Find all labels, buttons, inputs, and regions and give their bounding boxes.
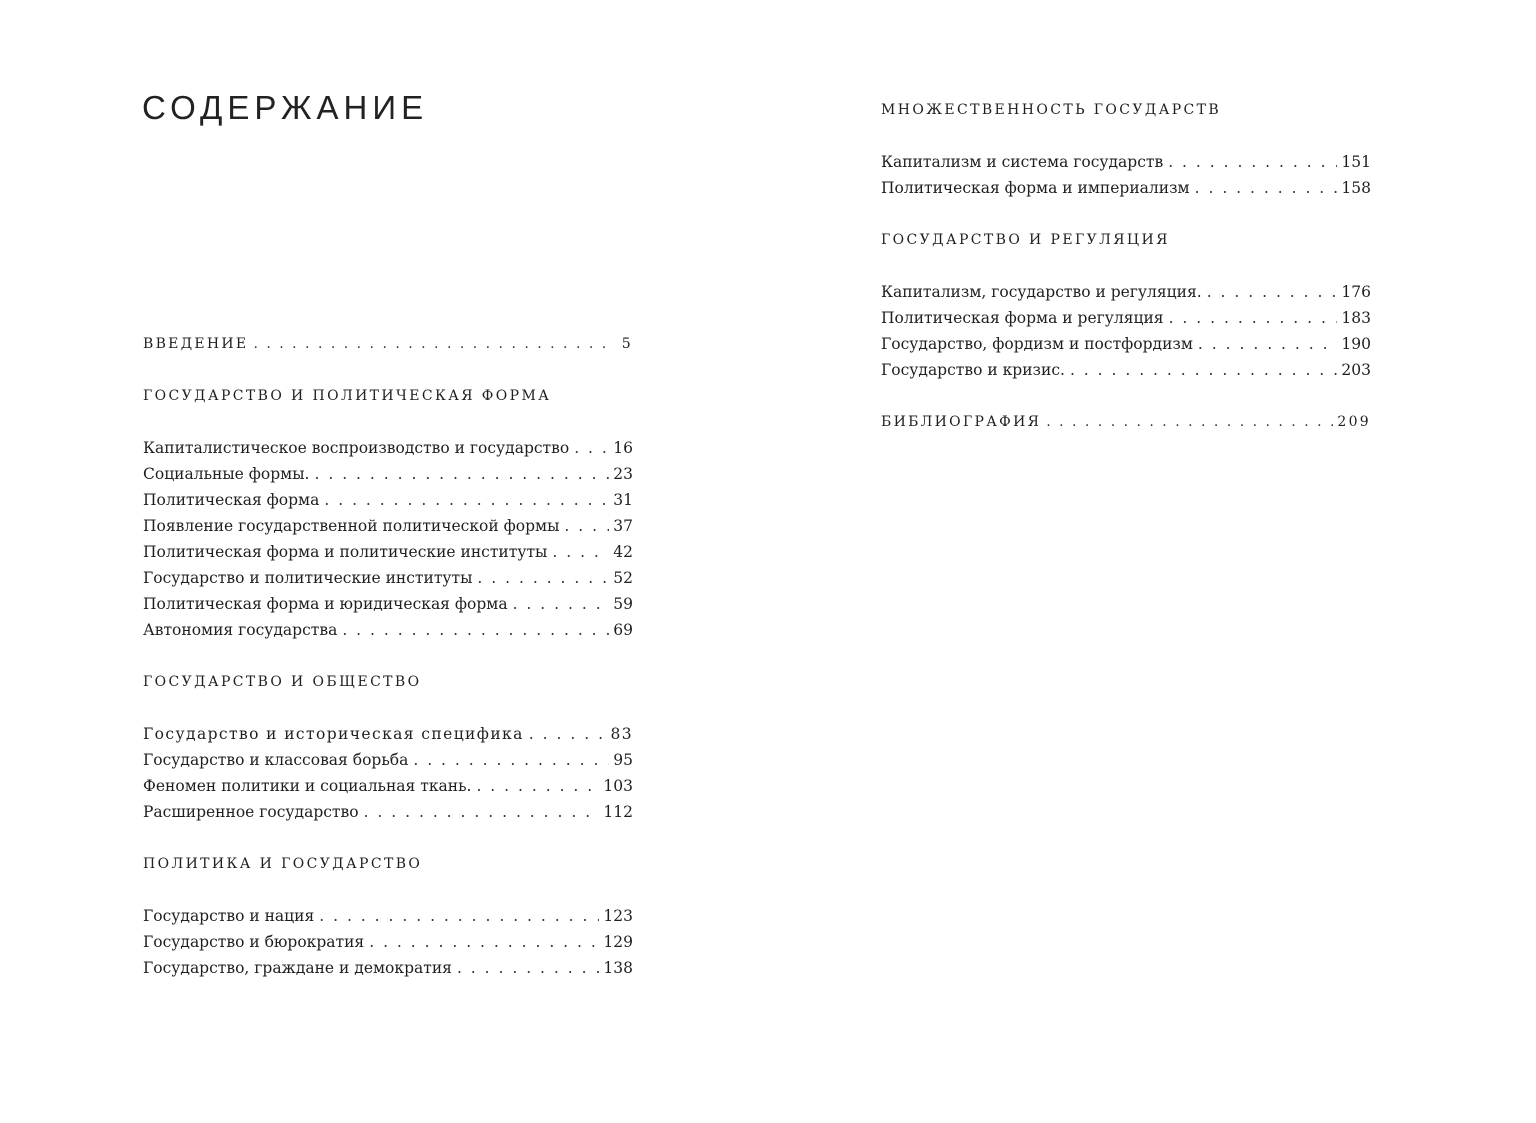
toc-right-column xyxy=(881,97,1371,435)
toc-entry-page: 203 xyxy=(1341,361,1371,379)
dot-leader xyxy=(564,513,609,539)
dot-leader xyxy=(513,591,609,617)
section-heading: ГОСУДАРСТВО И ПОЛИТИЧЕСКАЯ ФОРМА xyxy=(143,388,552,404)
toc-entry[interactable] xyxy=(143,591,633,617)
toc-entry-page: 151 xyxy=(1341,153,1371,171)
toc-entry-page: 16 xyxy=(613,439,633,457)
section-heading: ГОСУДАРСТВО И РЕГУЛЯЦИЯ xyxy=(881,232,1170,248)
toc-entry-label: Капиталистическое воспроизводство и государство xyxy=(143,439,570,457)
toc-entry[interactable] xyxy=(143,799,633,825)
toc-entry[interactable] xyxy=(143,565,633,591)
toc-entry-page: 103 xyxy=(603,777,633,795)
toc-entry[interactable] xyxy=(143,617,633,643)
page-title: СОДЕРЖАНИЕ xyxy=(142,89,429,126)
dot-leader xyxy=(342,617,609,643)
toc-entry[interactable] xyxy=(881,305,1371,331)
dot-leader xyxy=(413,747,609,773)
toc-entry-page: 95 xyxy=(613,751,633,769)
toc-entry-page: 176 xyxy=(1341,283,1371,301)
toc-entry-label: Государство, граждане и демократия xyxy=(143,959,452,977)
dot-leader xyxy=(319,903,599,929)
toc-entry-label: Политическая форма и юридическая форма xyxy=(143,595,508,613)
toc-entry-label: Появление государственной политической формы xyxy=(143,517,560,535)
dot-leader xyxy=(1070,357,1337,383)
toc-entry-page: 37 xyxy=(613,517,633,535)
dot-leader xyxy=(253,331,609,357)
toc-entry-page: 112 xyxy=(603,803,633,821)
toc-entry-page: 42 xyxy=(613,543,633,561)
toc-entry[interactable] xyxy=(881,175,1371,201)
dot-leader xyxy=(574,435,609,461)
toc-entry-label: Политическая форма xyxy=(143,491,320,509)
dot-leader xyxy=(1168,149,1337,175)
toc-entry-bibliography[interactable] xyxy=(881,409,1371,435)
toc-entry-page: 209 xyxy=(1337,414,1371,430)
toc-entry-label: БИБЛИОГРАФИЯ xyxy=(881,414,1042,430)
toc-entry-page: 83 xyxy=(610,725,633,743)
dot-leader xyxy=(1198,331,1337,357)
toc-entry[interactable] xyxy=(143,461,633,487)
section-heading: ПОЛИТИКА И ГОСУДАРСТВО xyxy=(143,856,423,872)
toc-entry[interactable] xyxy=(143,747,633,773)
toc-entry[interactable] xyxy=(881,279,1371,305)
toc-entry-label: Капитализм, государство и регуляция. xyxy=(881,283,1202,301)
dot-leader xyxy=(552,539,609,565)
dot-leader xyxy=(369,929,599,955)
toc-entry[interactable] xyxy=(143,903,633,929)
toc-entry-label: Государство и историческая специфика xyxy=(143,725,524,743)
toc-entry[interactable] xyxy=(881,331,1371,357)
toc-entry-page: 190 xyxy=(1341,335,1371,353)
dot-leader xyxy=(315,461,610,487)
toc-entry-page: 5 xyxy=(621,336,633,352)
toc-entry-page: 129 xyxy=(603,933,633,951)
toc-entry-label: Государство и бюрократия xyxy=(143,933,365,951)
toc-entry-label: Феномен политики и социальная ткань. xyxy=(143,777,472,795)
toc-entry-label: Государство и классовая борьба xyxy=(143,751,409,769)
toc-entry-label: Государство и нация xyxy=(143,907,315,925)
toc-entry-page: 59 xyxy=(613,595,633,613)
toc-entry-label: Политическая форма и политические институты xyxy=(143,543,548,561)
toc-entry-label: Капитализм и система государств xyxy=(881,153,1164,171)
toc-entry-page: 23 xyxy=(613,465,633,483)
toc-entry[interactable] xyxy=(143,435,633,461)
dot-leader xyxy=(364,799,600,825)
toc-entry-label: Политическая форма и империализм xyxy=(881,179,1190,197)
toc-entry-page: 69 xyxy=(613,621,633,639)
toc-entry[interactable] xyxy=(143,539,633,565)
toc-entry-page: 138 xyxy=(603,959,633,977)
toc-entry-label: Социальные формы. xyxy=(143,465,310,483)
dot-leader xyxy=(1195,175,1338,201)
toc-entry-introduction[interactable] xyxy=(143,331,633,357)
toc-entry[interactable] xyxy=(143,929,633,955)
toc-entry[interactable] xyxy=(143,955,633,981)
toc-entry[interactable] xyxy=(143,721,633,747)
toc-entry-page: 183 xyxy=(1341,309,1371,327)
toc-entry-label: Расширенное государство xyxy=(143,803,359,821)
dot-leader xyxy=(476,773,599,799)
section-heading: МНОЖЕСТВЕННОСТЬ ГОСУДАРСТВ xyxy=(881,102,1222,118)
toc-entry-label: Автономия государства xyxy=(143,621,338,639)
dot-leader xyxy=(529,721,607,747)
dot-leader xyxy=(477,565,609,591)
toc-entry-page: 52 xyxy=(613,569,633,587)
toc-entry-label: Государство и политические институты xyxy=(143,569,473,587)
toc-entry-page: 123 xyxy=(603,907,633,925)
toc-left-column xyxy=(143,331,633,981)
dot-leader xyxy=(457,955,599,981)
toc-entry[interactable] xyxy=(881,357,1371,383)
toc-entry[interactable] xyxy=(143,487,633,513)
toc-entry-page: 31 xyxy=(613,491,633,509)
toc-entry-page: 158 xyxy=(1341,179,1371,197)
toc-entry[interactable] xyxy=(881,149,1371,175)
section-heading: ГОСУДАРСТВО И ОБЩЕСТВО xyxy=(143,674,422,690)
toc-entry-label: ВВЕДЕНИЕ xyxy=(143,336,249,352)
toc-entry-label: Государство, фордизм и постфордизм xyxy=(881,335,1193,353)
toc-entry[interactable] xyxy=(143,513,633,539)
toc-entry-label: Государство и кризис. xyxy=(881,361,1065,379)
toc-entry[interactable] xyxy=(143,773,633,799)
dot-leader xyxy=(324,487,609,513)
dot-leader xyxy=(1207,279,1338,305)
dot-leader xyxy=(1169,305,1338,331)
toc-entry-label: Политическая форма и регуляция xyxy=(881,309,1164,327)
dot-leader xyxy=(1046,409,1333,435)
